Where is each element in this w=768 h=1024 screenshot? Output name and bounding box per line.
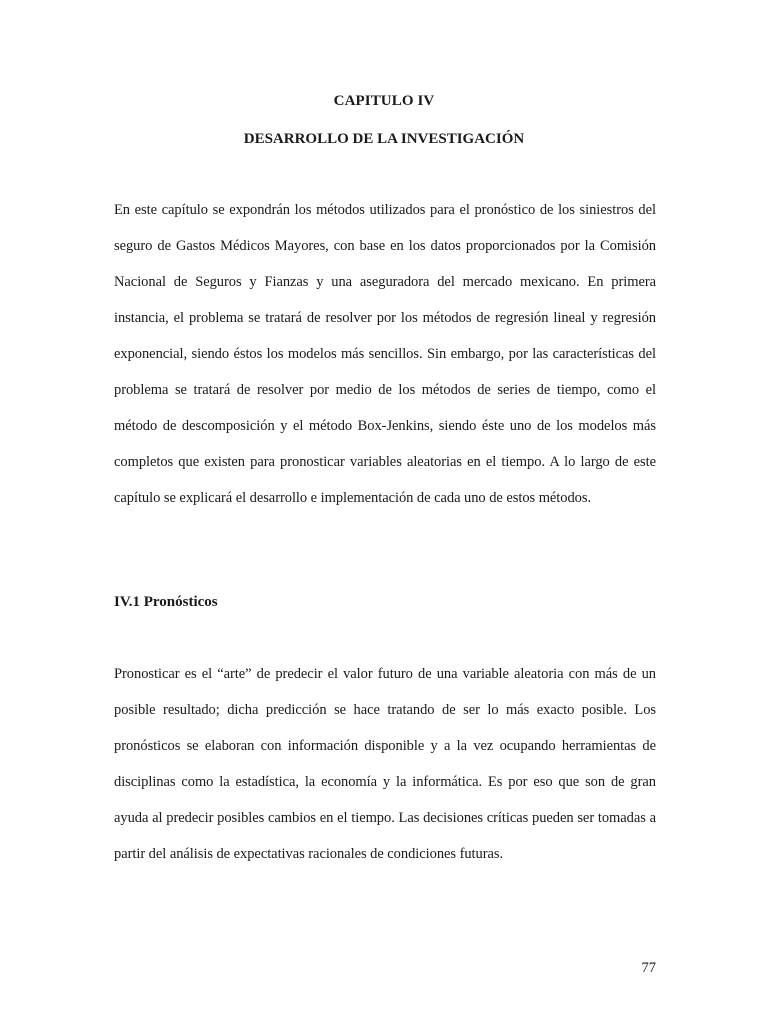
page-number: 77 [641, 960, 656, 976]
intro-paragraph: En este capítulo se expondrán los métodos utilizados para el pronóstico de los siniestros del seguro de Gastos Médicos Mayores, con base en los datos proporcionados por la Comisión Nacional de Seguros y Fianzas y una aseguradora del mercado mexicano. En primera instancia, el problema se tratará de resolver por los métodos de regresión lineal y regresión exponencial, siendo éstos los modelos más sencillos. Sin embargo, por las características del problema se tratará de resolver por medio de los métodos de series de tiempo, como el método de descomposición y el método Box-Jenkins, siendo éste uno de los modelos más completos que existen para pronosticar variables aleatorias en el tiempo. A lo largo de este capítulo se explicará el desarrollo e implementación de cada uno de estos métodos. [114, 202, 656, 506]
section-paragraph: Pronosticar es el “arte” de predecir el valor futuro de una variable aleatoria con más de un posible resultado; dicha predicción se hace tratando de ser lo más exacto posible. Los pronósticos se elaboran con información disponible y a la vez ocupando herramientas de disciplinas como la estadística, la economía y la informática. Es por eso que son de gran ayuda al predecir posibles cambios en el tiempo. Las decisiones críticas pueden ser tomadas a partir del análisis de expectativas racionales de condiciones futuras. [114, 666, 656, 862]
section-heading: IV.1 Pronósticos [114, 594, 218, 610]
chapter-title: DESARROLLO DE LA INVESTIGACIÓN [243, 131, 525, 147]
chapter-number: CAPITULO IV [333, 93, 435, 109]
